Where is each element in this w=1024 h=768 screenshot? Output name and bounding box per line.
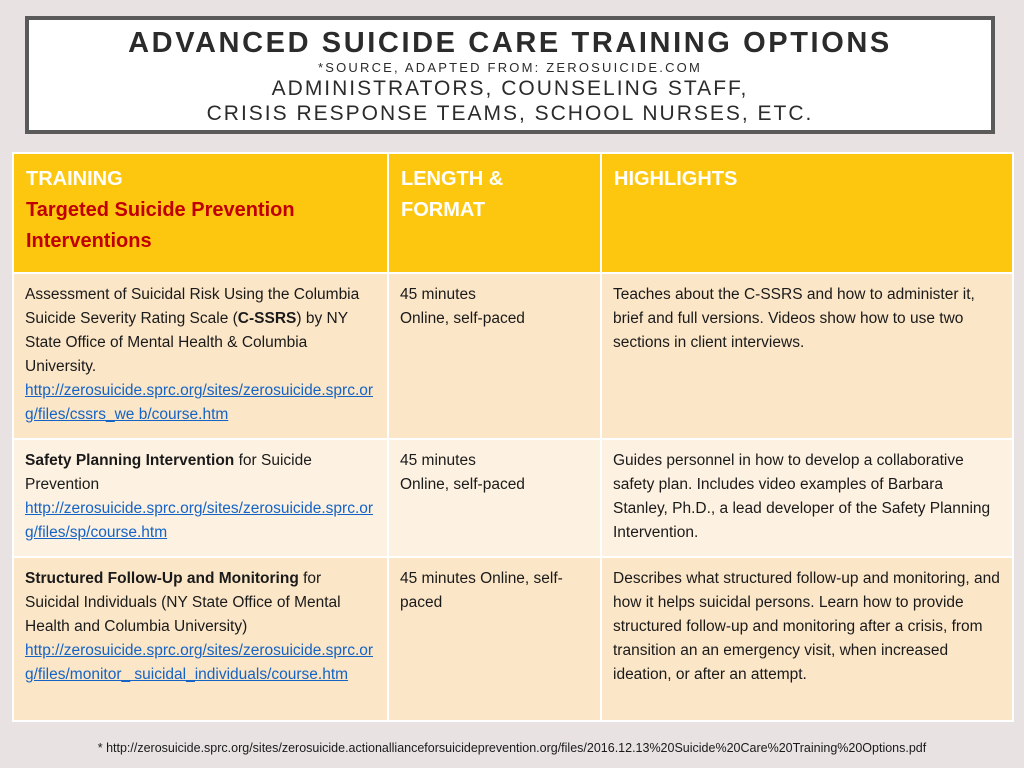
- highlights-cell: Guides personnel in how to develop a collaborative safety plan. Includes video examples of Barbara Stanley, Ph.D., a lead developer of the Safety Planning Intervention.: [601, 439, 1013, 557]
- audience-line-1: ADMINISTRATORS, COUNSELING STAFF,: [271, 77, 749, 100]
- course-link[interactable]: http://zerosuicide.sprc.org/sites/zerosuicide.sprc.org/files/cssrs_we b/course.htm: [25, 382, 374, 423]
- length-cell: 45 minutes Online, self-paced: [388, 557, 601, 721]
- audience-line-2: CRISIS RESPONSE TEAMS, SCHOOL NURSES, ETC.: [206, 102, 814, 125]
- highlights-cell: Teaches about the C-SSRS and how to administer it, brief and full versions. Videos show how to use two sections in client interviews.: [601, 273, 1013, 439]
- table-row: [13, 439, 1013, 557]
- length-cell: 45 minutes Online, self-paced: [388, 273, 601, 439]
- table-header-row: [13, 153, 1013, 273]
- highlights-cell: Describes what structured follow-up and monitoring, and how it helps suicidal persons. Learn how to provide structured follow-up and monitoring after a crisis, from transition an an emergency visit, when increased ideation, or after an attempt.: [601, 557, 1013, 721]
- training-table: [12, 152, 1014, 722]
- training-cell: Safety Planning Intervention for Suicide Prevention http://zerosuicide.sprc.org/sites/zerosuicide.sprc.org/files/sp/course.htm: [13, 439, 388, 557]
- header-training-subtitle-1: Targeted Suicide Prevention: [26, 199, 295, 221]
- source-note: *SOURCE, ADAPTED FROM: ZEROSUICIDE.COM: [317, 60, 703, 75]
- table-row: [13, 557, 1013, 721]
- header-length-format: LENGTH & FORMAT: [388, 153, 601, 273]
- training-cell: Assessment of Suicidal Risk Using the Columbia Suicide Severity Rating Scale (C-SSRS) by NY State Office of Mental Health & Columbia University. http://zerosuicide.sprc.org/sites/zerosuicide.sprc.org/files/cssrs_we b/course.htm: [13, 273, 388, 439]
- training-cell: Structured Follow-Up and Monitoring for Suicidal Individuals (NY State Office of Mental Health and Columbia University) http://zerosuicide.sprc.org/sites/zerosuicide.sprc.org/files/monitor_ suicidal_individuals/course.htm: [13, 557, 388, 721]
- title-box: [25, 16, 995, 134]
- table-row: [13, 273, 1013, 439]
- header-highlights: HIGHLIGHTS: [601, 153, 1013, 273]
- header-training-subtitle-2: Interventions: [26, 230, 152, 252]
- page-title: ADVANCED SUICIDE CARE TRAINING OPTIONS: [128, 27, 892, 59]
- header-training: TRAINING Targeted Suicide Prevention Interventions: [13, 153, 388, 273]
- course-link[interactable]: http://zerosuicide.sprc.org/sites/zerosuicide.sprc.org/files/sp/course.htm: [25, 500, 374, 541]
- footnote: * http://zerosuicide.sprc.org/sites/zerosuicide.actionallianceforsuicideprevention.org/files/2016.12.13%20Suicide%20Care%20Training%20Options.pdf: [97, 741, 927, 755]
- length-cell: 45 minutes Online, self-paced: [388, 439, 601, 557]
- course-link[interactable]: http://zerosuicide.sprc.org/sites/zerosuicide.sprc.org/files/monitor_ suicidal_individuals/course.htm: [25, 642, 374, 683]
